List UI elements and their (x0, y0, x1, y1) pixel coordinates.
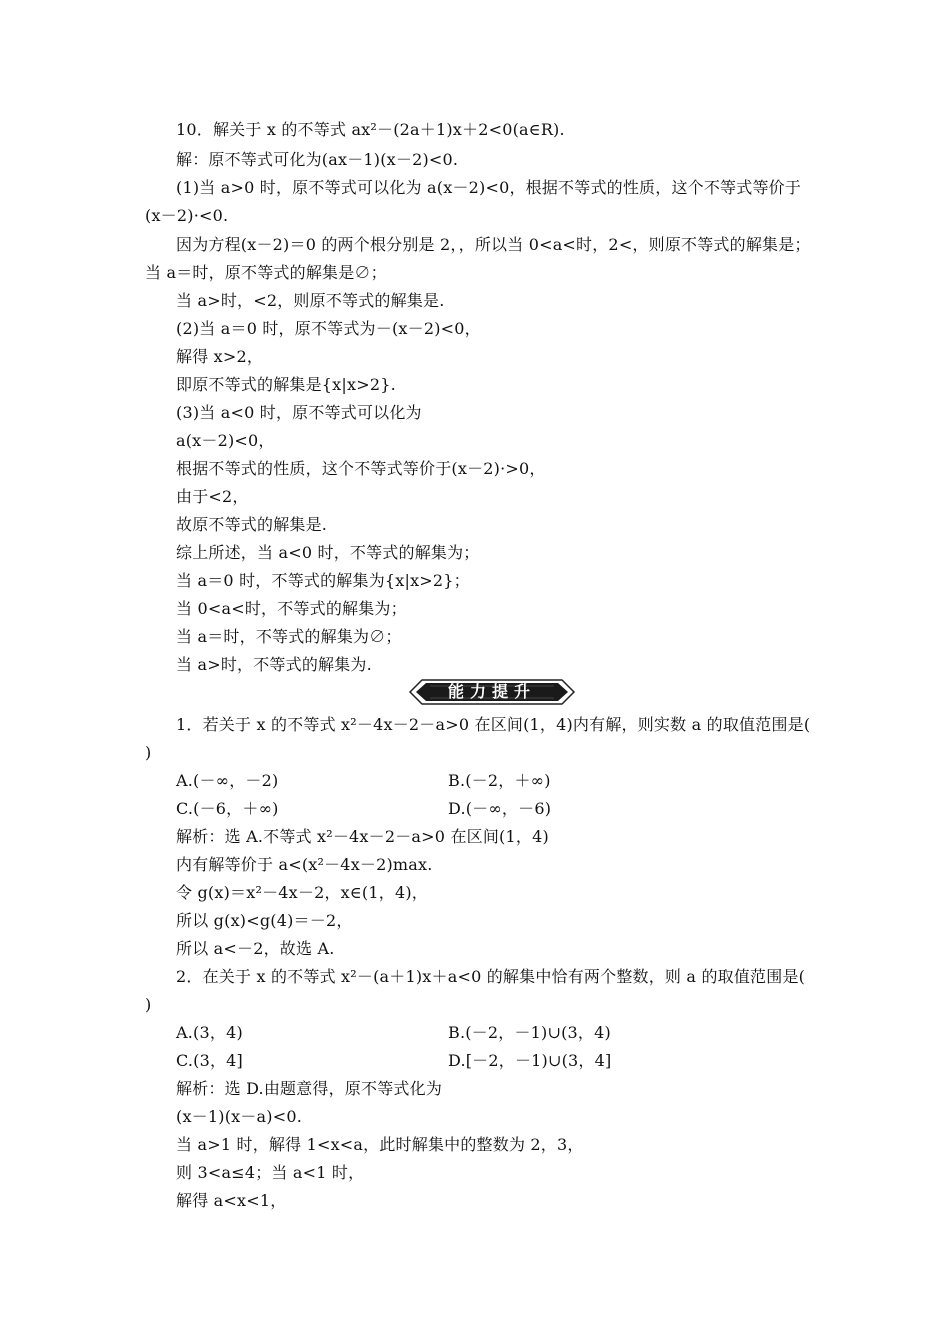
solution-line: 解：原不等式可化为(ax－1)(x－2)<0. (176, 150, 459, 169)
q2-solution-line: (x－1)(x－a)<0. (176, 1107, 303, 1126)
solution-line: 故原不等式的解集是. (176, 515, 328, 534)
q2-solution-line: 解析：选 D.由题意得，原不等式化为 (176, 1079, 443, 1098)
q2-solution-line: 解得 a<x<1， (176, 1191, 287, 1210)
question-1-stem-cont: ) (145, 743, 152, 762)
solution-line: 由于<2， (176, 487, 249, 506)
solution-line: (1)当 a>0 时，原不等式可以化为 a(x－2)<0，根据不等式的性质，这个不等式等价于 (176, 178, 802, 197)
q2-solution-line: 则 3<a≤4；当 a<1 时， (176, 1163, 365, 1182)
q2-option-d: D.[－2，－1)∪(3，4] (448, 1051, 612, 1070)
q1-solution-line: 内有解等价于 a<(x²－4x－2)max. (176, 855, 433, 874)
section-banner (408, 679, 576, 705)
q2-option-a: A.(3，4) (176, 1023, 243, 1042)
summary-line: 当 a>时，不等式的解集为. (176, 655, 372, 674)
solution-line: (2)当 a＝0 时，原不等式为－(x－2)<0， (176, 319, 481, 338)
q1-option-d: D.(－∞，－6) (448, 799, 552, 818)
solution-line: (x－2)·<0. (145, 206, 229, 225)
q1-solution-line: 解析：选 A.不等式 x²－4x－2－a>0 在区间(1，4) (176, 827, 549, 846)
solution-line: 根据不等式的性质，这个不等式等价于(x－2)·>0， (176, 459, 546, 478)
solution-line: 当 a>时，<2，则原不等式的解集是. (176, 291, 445, 310)
solution-line: 解得 x>2， (176, 347, 264, 366)
q1-solution-line: 令 g(x)＝x²－4x－2，x∈(1，4)， (176, 883, 428, 902)
q1-option-a: A.(－∞，－2) (176, 771, 279, 790)
question-1-stem: 1．若关于 x 的不等式 x²－4x－2－a>0 在区间(1，4)内有解，则实数 a 的取值范围是( (176, 715, 811, 734)
q1-option-b: B.(－2，＋∞) (448, 771, 551, 790)
question-2-stem: 2．在关于 x 的不等式 x²－(a＋1)x＋a<0 的解集中恰有两个整数，则 a 的取值范围是( (176, 967, 806, 986)
summary-line: 当 a＝时，不等式的解集为∅； (176, 627, 402, 646)
q2-solution-line: 当 a>1 时，解得 1<x<a，此时解集中的整数为 2，3， (176, 1135, 584, 1154)
question-2-stem-cont: ) (145, 995, 152, 1014)
summary-line: 当 0<a<时，不等式的解集为； (176, 599, 407, 618)
solution-line: (3)当 a<0 时，原不等式可以化为 (176, 403, 422, 422)
q1-solution-line: 所以 a<－2，故选 A. (176, 939, 335, 958)
solution-line: 当 a＝时，原不等式的解集是∅； (145, 263, 387, 282)
solution-line: a(x－2)<0， (176, 431, 275, 450)
banner-title: 能力提升 (447, 682, 536, 701)
solution-line: 即原不等式的解集是{x|x>2}. (176, 375, 396, 394)
problem-10-statement: 10．解关于 x 的不等式 ax²－(2a＋1)x＋2<0(a∈R). (176, 120, 565, 139)
q1-solution-line: 所以 g(x)<g(4)＝－2， (176, 911, 353, 930)
summary-line: 当 a＝0 时，不等式的解集为{x|x>2}； (176, 571, 470, 590)
summary-line: 综上所述，当 a<0 时，不等式的解集为； (176, 543, 480, 562)
q2-option-b: B.(－2，－1)∪(3，4) (448, 1023, 611, 1042)
q2-option-c: C.(3，4] (176, 1051, 244, 1070)
solution-line: 因为方程(x－2)＝0 的两个根分别是 2，，所以当 0<a<时，2<，则原不等式的解集是； (176, 235, 811, 254)
q1-option-c: C.(－6，＋∞) (176, 799, 279, 818)
